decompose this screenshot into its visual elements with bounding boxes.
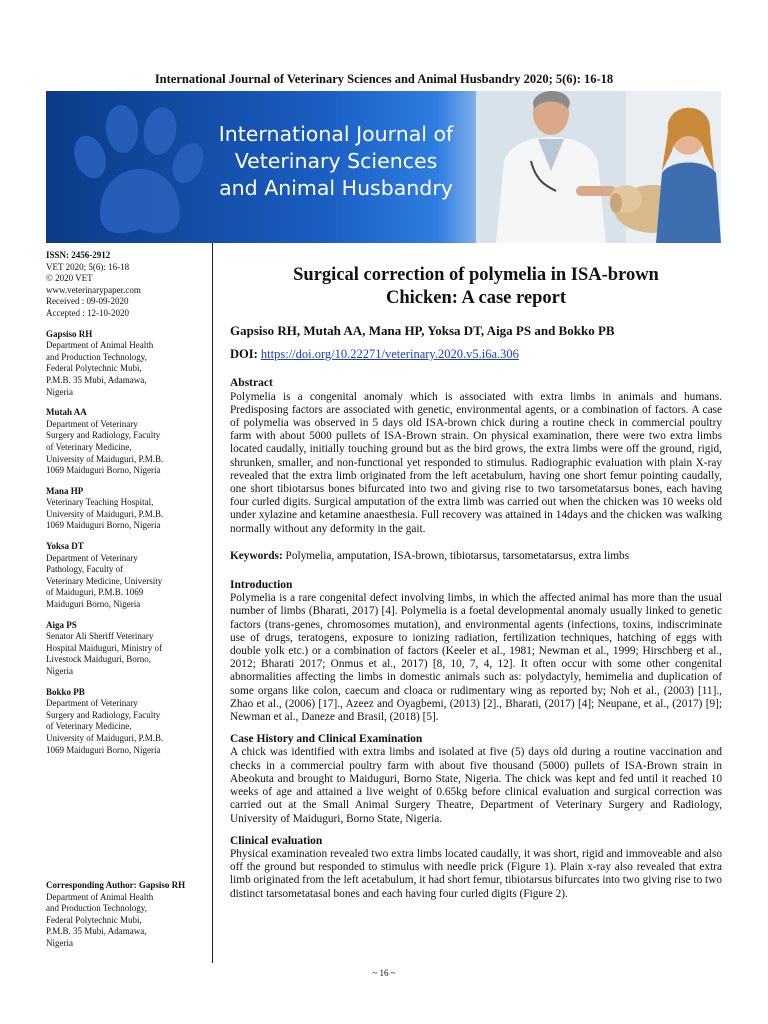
introduction-text: Polymelia is a rare congenital defect involving limbs, in which the affected animal has more than the usual number of limbs (Bharati, 2017) [4]. Polymelia is a foetal developmental anomaly usually linked to genetic factors (trans-genes, chromosomes mutation), and environmental agents (infections, toxins, indiscriminate use of drugs, teratogens, exposure to ionizing radiation, fertilization techniques, hatching of eggs with double yolk etc.) or a combination of factors (Keeler et al., 1981; Newman et al., 1999; Hirschberg et al., 2012; Bharati 2017; Onmus et al., 2017) [8, 10, 7, 4, 12]. It often occur with some other congenital abnormalities affecting the limbs in domestic animals such as: polydactyly, hemimelia and duplication of some organs like colon, caecum and cloaca or rudimentary wing as reported by; Noh et al., (2003) [11]., Zhao et al., (2006) [17]., Azeez and Oyagbemi, (2013) [2]., Bharati, (2017) [4]; Neupane, et al., (2017) [9]; Newman et al., Daneze and Brasil, (2018) [5]. bbox=[230, 592, 722, 724]
affiliation-line: Maiduguri Borno, Nigeria bbox=[46, 599, 141, 610]
affiliations bbox=[46, 329, 206, 757]
affiliation-author-name: Mutah AA bbox=[46, 407, 87, 418]
case-history-section bbox=[230, 733, 722, 825]
banner-title-line: Veterinary Sciences bbox=[234, 149, 438, 173]
article-meta bbox=[46, 250, 206, 320]
affiliation-block bbox=[46, 687, 206, 757]
affiliation-author-name: Gapsiso RH bbox=[46, 328, 93, 339]
affiliation-block bbox=[46, 407, 206, 477]
affiliation-line: P.M.B. 35 Mubi, Adamawa, bbox=[46, 374, 147, 385]
affiliation-line: Nigeria bbox=[46, 666, 73, 676]
affiliation-line: Senator Ali Sheriff Veterinary bbox=[46, 631, 154, 642]
affiliation-line: Department of Veterinary bbox=[46, 418, 138, 429]
keywords-line bbox=[230, 550, 722, 563]
journal-banner bbox=[46, 91, 721, 243]
affiliation-line: University of Maiduguri, P.M.B. bbox=[46, 732, 164, 743]
affiliation-block bbox=[46, 541, 206, 611]
corresponding-address-line: Federal Polytechnic Mubi, bbox=[46, 914, 142, 925]
case-history-text: A chick was identified with extra limbs and isolated at five (5) days old during a routine vaccination and checks in a commercial poultry farm with about five thousand (5000) pullets of ISA-Brown strain in Abeokuta and brought to Maiduguri, Borno State, Nigeria. The chick was kept and fed until it reached 10 weeks of age and attained a live weight of 0.65kg before clinical evaluation and surgical correction was carried out at the Small Animal Surgery Theatre, Department of Veterinary Surgery and Radiology, University of Maiduguri, Borno State, Nigeria. bbox=[230, 746, 722, 825]
affiliation-block bbox=[46, 486, 206, 532]
affiliation-line: Surgery and Radiology, Faculty bbox=[46, 430, 161, 441]
veterinarians-with-dog-photo bbox=[476, 91, 721, 243]
clinical-evaluation-section bbox=[230, 835, 722, 901]
doi-line bbox=[230, 348, 722, 361]
sidebar bbox=[46, 250, 206, 756]
affiliation-line: 1069 Maiduguri Borno, Nigeria bbox=[46, 465, 161, 476]
keywords-label: Keywords: bbox=[230, 549, 283, 562]
introduction-section bbox=[230, 579, 722, 724]
clinical-evaluation-text: Physical examination revealed two extra limbs located caudally, it was short, rigid and immoveable and also off the ground but responded to stimulus with needle prick (Figure 1). Plain x-ray also revealed that extra limb originated from the left acetabulum, it had short femur, tibiotarsus bifurcates into two giving rise to two distinct tarsometatasal bones and each having four curled digits (Figure 2). bbox=[230, 847, 722, 900]
affiliation-block bbox=[46, 620, 206, 678]
copyright: © 2020 VET bbox=[46, 273, 93, 284]
corresponding-label: Corresponding Author: bbox=[46, 880, 137, 890]
banner-title-line: and Animal Husbandry bbox=[219, 176, 453, 200]
affiliation-line: Surgery and Radiology, Faculty bbox=[46, 709, 161, 720]
corresponding-address-line: Nigeria bbox=[46, 937, 73, 948]
affiliation-line: of Veterinary Medicine, bbox=[46, 441, 132, 452]
affiliation-line: of Veterinary Medicine, bbox=[46, 721, 132, 732]
corresponding-address-line: P.M.B. 35 Mubi, Adamawa, bbox=[46, 926, 147, 937]
affiliation-line: Pathology, Faculty of bbox=[46, 564, 124, 575]
affiliation-line: of Maiduguri, P.M.B. 1069 bbox=[46, 587, 144, 598]
abstract-heading: Abstract bbox=[230, 377, 273, 390]
affiliation-line: and Production Technology, bbox=[46, 351, 147, 362]
running-header: International Journal of Veterinary Sciences and Animal Husbandry 2020; 5(6): 16-18 bbox=[154, 72, 614, 86]
affiliation-line: Department of Veterinary bbox=[46, 552, 138, 563]
case-history-heading: Case History and Clinical Examination bbox=[230, 733, 423, 746]
corresponding-address bbox=[46, 892, 206, 950]
affiliation-line: Hospital Maiduguri, Ministry of bbox=[46, 642, 162, 653]
affiliation-line: Veterinary Teaching Hospital, bbox=[46, 497, 154, 508]
affiliation-author-name: Mana HP bbox=[46, 485, 84, 496]
affiliation-line: Nigeria bbox=[46, 386, 73, 397]
column-divider bbox=[212, 243, 213, 963]
doi-link[interactable]: https://doi.org/10.22271/veterinary.2020.v5.i6a.306 bbox=[260, 347, 519, 362]
affiliation-author-name: Aiga PS bbox=[46, 619, 77, 630]
article-body bbox=[230, 264, 722, 910]
banner-title-line: International Journal of bbox=[218, 122, 454, 146]
corresponding-address-line: Department of Animal Health bbox=[46, 891, 154, 902]
banner-title bbox=[186, 121, 486, 202]
affiliation-line: 1069 Maiduguri Borno, Nigeria bbox=[46, 744, 161, 755]
introduction-heading: Introduction bbox=[230, 579, 293, 592]
affiliation-line: 1069 Maiduguri Borno, Nigeria bbox=[46, 520, 161, 531]
issn: ISSN: 2456-2912 bbox=[46, 250, 111, 260]
affiliation-block bbox=[46, 329, 206, 399]
affiliation-line: Livestock Maiduguri, Borno, bbox=[46, 654, 151, 665]
volume-info: VET 2020; 5(6): 16-18 bbox=[46, 261, 130, 272]
affiliation-line: Department of Veterinary bbox=[46, 698, 138, 709]
clinical-evaluation-heading: Clinical evaluation bbox=[230, 834, 323, 847]
affiliation-author-name: Yoksa DT bbox=[46, 541, 84, 552]
keywords-text: Polymelia, amputation, ISA-brown, tibiotarsus, tarsometatarsus, extra limbs bbox=[285, 549, 630, 562]
accepted-date: Accepted : 12-10-2020 bbox=[46, 307, 129, 318]
received-date: Received : 09-09-2020 bbox=[46, 296, 129, 307]
affiliation-line: Federal Polytechnic Mubi, bbox=[46, 363, 142, 374]
corresponding-address-line: and Production Technology, bbox=[46, 903, 147, 914]
website: www.veterinarypaper.com bbox=[46, 284, 141, 295]
abstract-section bbox=[230, 377, 722, 535]
affiliation-line: University of Maiduguri, P.M.B. bbox=[46, 453, 164, 464]
affiliation-line: University of Maiduguri, P.M.B. bbox=[46, 508, 164, 519]
doi-label: DOI: bbox=[230, 347, 258, 362]
page-number: ~ 16 ~ bbox=[372, 968, 396, 978]
affiliation-line: Veterinary Medicine, University bbox=[46, 575, 163, 586]
author-list: Gapsiso RH, Mutah AA, Mana HP, Yoksa DT, Aiga PS and Bokko PB bbox=[230, 323, 615, 338]
title-line: Surgical correction of polymelia in ISA-brown bbox=[293, 265, 659, 285]
corresponding-author bbox=[46, 880, 206, 950]
abstract-text: Polymelia is a congenital anomaly which is associated with extra limbs in animals and humans. Predisposing factors are associated with genetic, environmental agents, or a combination of factors. A case of polymelia was observed in 5 days old ISA-brown chick during a routine check in commercial poultry farm with about 5000 pullets of ISA-Brown strain. On physical examination, there were two extra limbs located caudally, initially touching ground but as the bird grows, the extra limbs were off the ground, rigid, shrunken, smaller, and non-functional yet responded to stimulus. Radiographic evaluation with plain X-ray revealed that the extra limb originated from the left acetabulum, having one short femur pointing caudally, one short tibiotarsus bones bifurcated into two and giving rise to two tarsometatarsus bones, each having four curled digits. Surgical amputation of the extra limb was carried out when the chicken was 10 weeks old under xylazine and ketamine anaesthesia. Full recovery was attained in 14days and the chicken was walking normally without any deformity in the gait. bbox=[230, 390, 722, 535]
corresponding-name: Gapsiso RH bbox=[138, 880, 186, 890]
article-title bbox=[230, 264, 722, 310]
affiliation-author-name: Bokko PB bbox=[46, 686, 85, 697]
title-line: Chicken: A case report bbox=[385, 288, 566, 308]
affiliation-line: Department of Animal Health bbox=[46, 340, 154, 351]
